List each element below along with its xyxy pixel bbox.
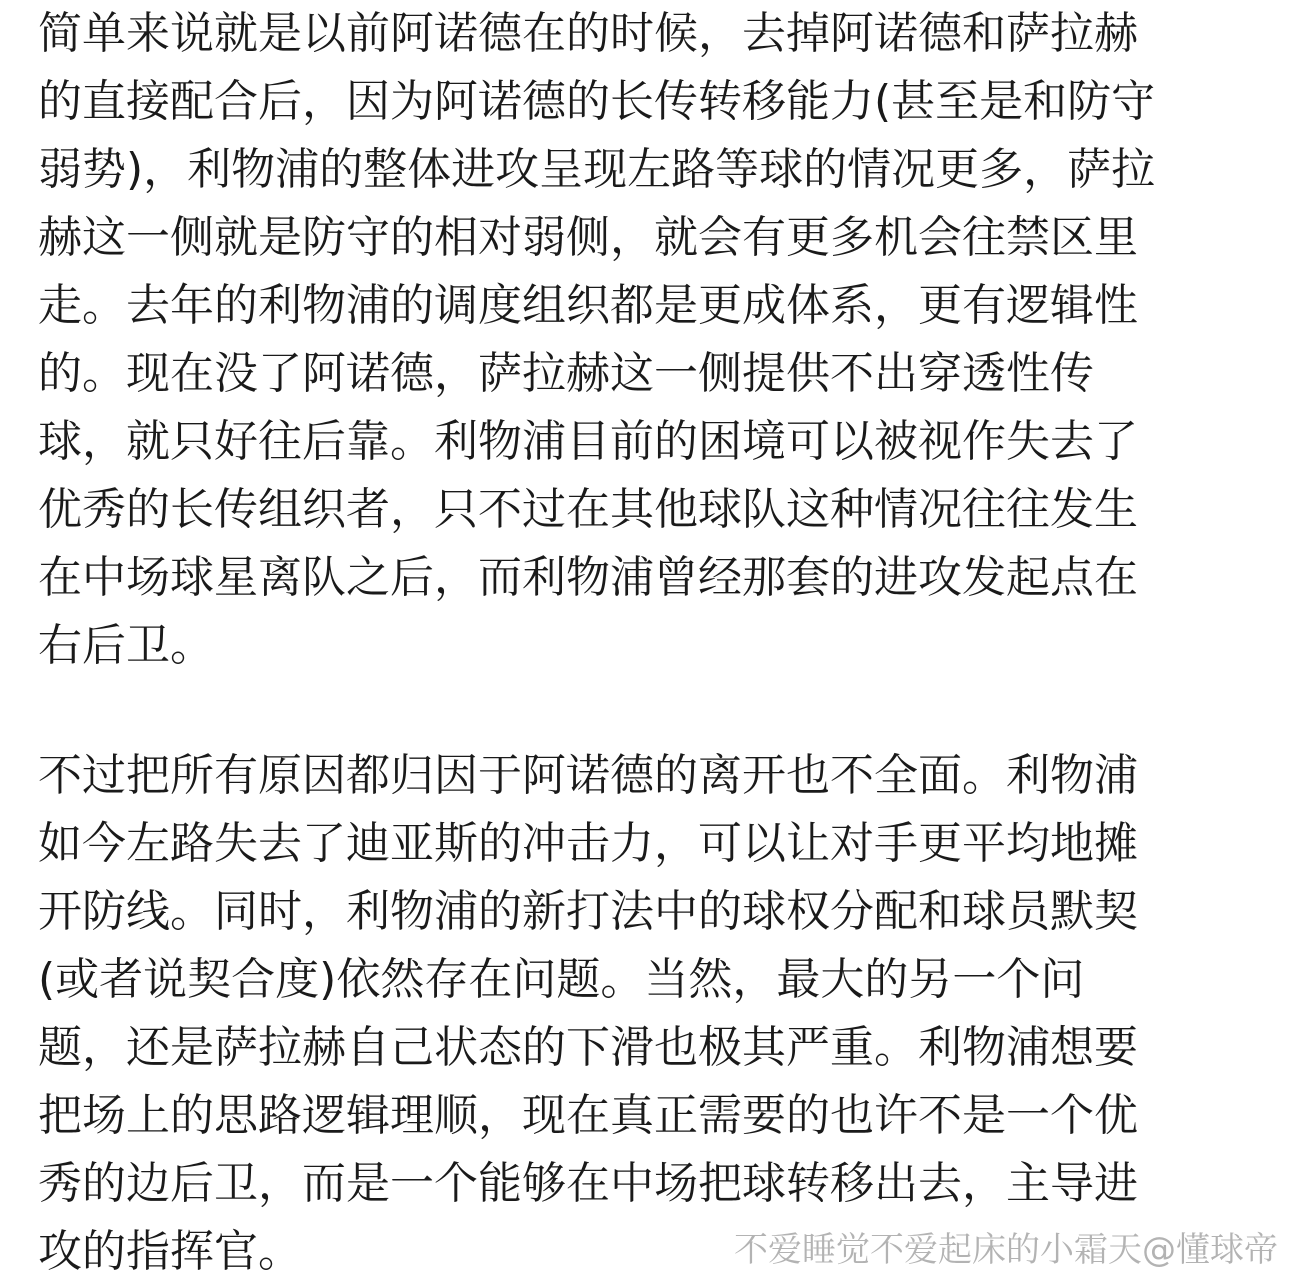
text-line: 的直接配合后，因为阿诺德的长传转移能力(甚至是和防守 xyxy=(38,76,1156,127)
paragraph-2 xyxy=(38,742,1268,1286)
text-line: 的。现在没了阿诺德，萨拉赫这一侧提供不出穿透性传 xyxy=(38,348,1094,399)
text-line: 右后卫。 xyxy=(38,620,214,671)
text-line: (或者说契合度)依然存在问题。当然，最大的另一个问 xyxy=(38,954,1085,1005)
text-line: 球，就只好往后靠。利物浦目前的困境可以被视作失去了 xyxy=(38,416,1138,467)
text-line: 在中场球星离队之后，而利物浦曾经那套的进攻发起点在 xyxy=(38,552,1138,603)
watermark: 不爱睡觉不爱起床的小霜天@懂球帝 xyxy=(734,1230,1278,1270)
text-line: 秀的边后卫，而是一个能够在中场把球转移出去，主导进 xyxy=(38,1158,1138,1209)
text-line: 赫这一侧就是防守的相对弱侧，就会有更多机会往禁区里 xyxy=(38,212,1138,263)
text-line: 题，还是萨拉赫自己状态的下滑也极其严重。利物浦想要 xyxy=(38,1022,1138,1073)
text-line: 走。去年的利物浦的调度组织都是更成体系，更有逻辑性 xyxy=(38,280,1138,331)
text-line: 开防线。同时，利物浦的新打法中的球权分配和球员默契 xyxy=(38,886,1138,937)
text-line: 把场上的思路逻辑理顺，现在真正需要的也许不是一个优 xyxy=(38,1090,1138,1141)
text-line: 如今左路失去了迪亚斯的冲击力，可以让对手更平均地摊 xyxy=(38,818,1138,869)
text-line: 弱势)，利物浦的整体进攻呈现左路等球的情况更多，萨拉 xyxy=(38,144,1156,195)
text-line: 简单来说就是以前阿诺德在的时候，去掉阿诺德和萨拉赫 xyxy=(38,8,1138,59)
paragraph-1 xyxy=(38,0,1268,680)
text-line: 不过把所有原因都归因于阿诺德的离开也不全面。利物浦 xyxy=(38,750,1138,801)
text-line: 攻的指挥官。 xyxy=(38,1226,302,1277)
text-line: 优秀的长传组织者，只不过在其他球队这种情况往往发生 xyxy=(38,484,1138,535)
